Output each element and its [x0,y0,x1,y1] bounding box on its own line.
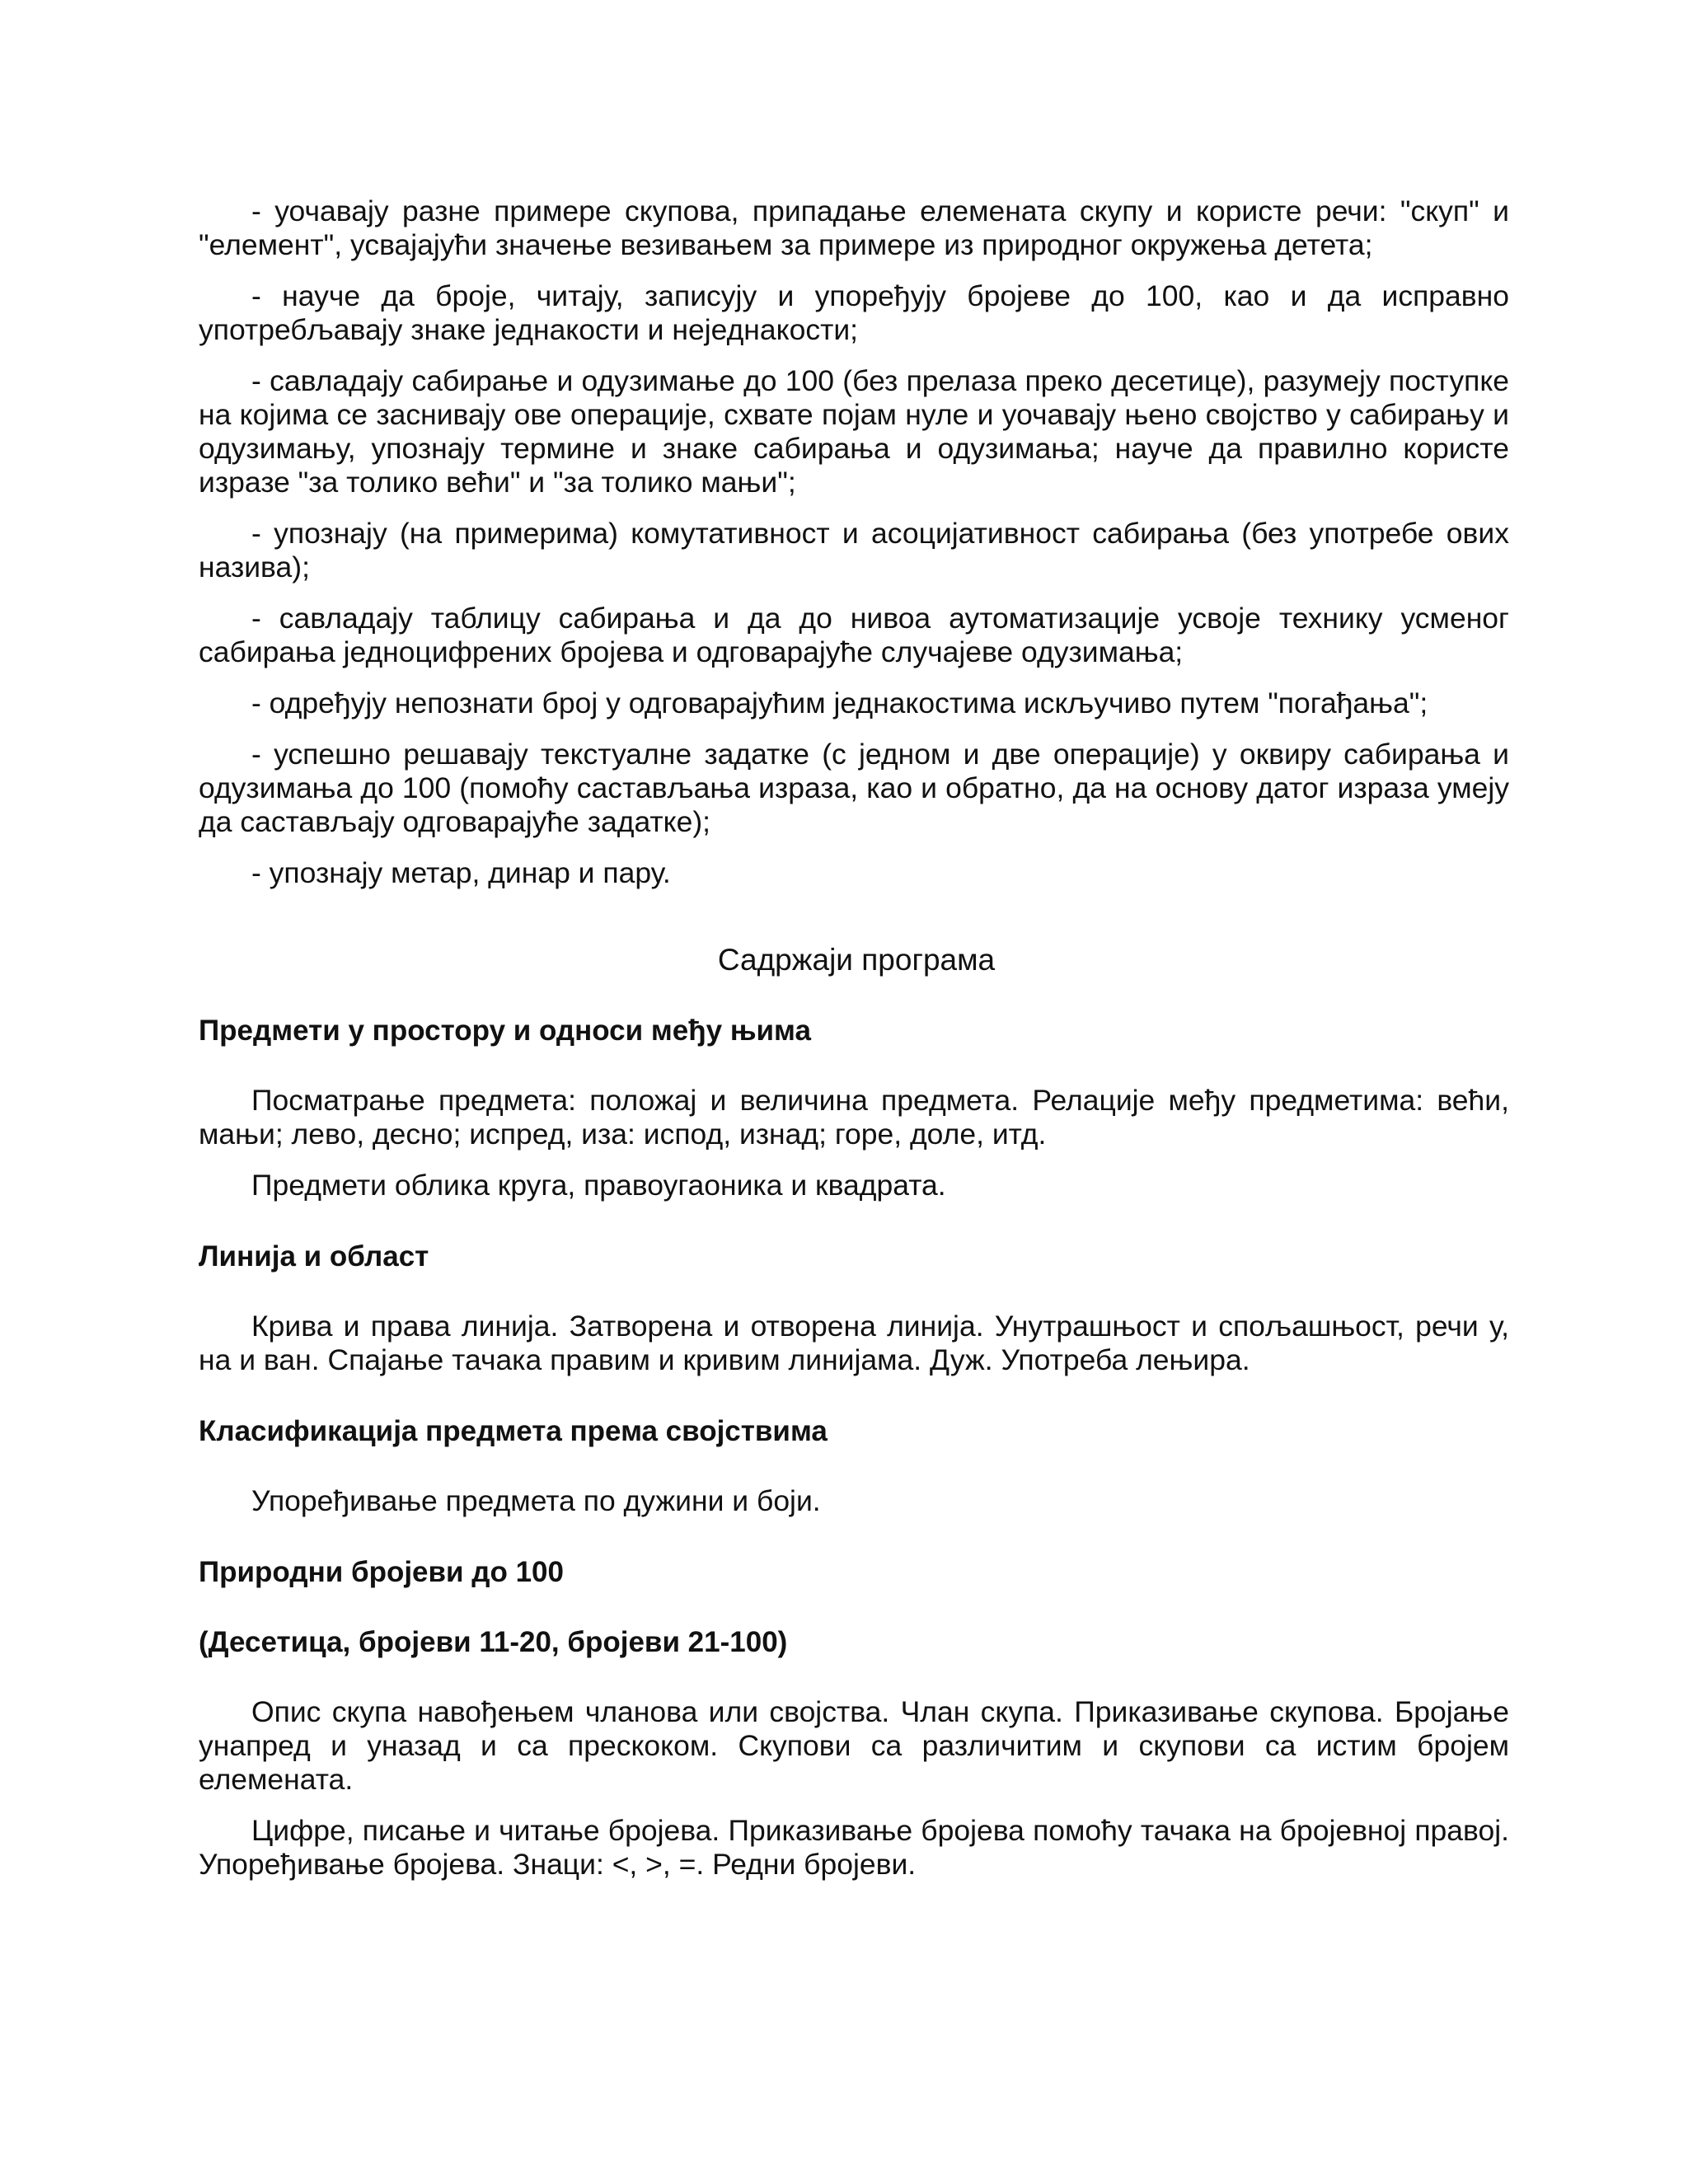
section-paragraph: Упоређивање предмета по дужини и боји. [251,1484,821,1517]
section-heading: Класификација предмета према својствима [199,1415,828,1447]
section-heading: (Десетица, бројеви 11-20, бројеви 21-100) [199,1626,788,1658]
goal-item: - науче да броје, читају, записују и упоређују бројеве до 100, као и да исправно употребљавају знаке једнакости и неједнакости; [199,279,1509,346]
section-heading: Предмети у простору и односи међу њима [199,1015,811,1047]
section-line-and-region [199,1240,1509,1377]
goal-item: - уочавају разне примере скупова, припадање елемената скупу и користе речи: "скуп" и "елемент", усвајајући значење везивањем за примере из природног окружења детета; [199,194,1509,261]
goal-item: - савладају сабирање и одузимање до 100 (без прелаза преко десетице), разумеју поступке на којима се заснивају ове операције, схвате појам нуле и уочавају њено својство у сабирању и одузимању, упознају термине и знаке сабирања и одузимања; науче да правилно користе изразе "за толико већи" и "за толико мањи"; [199,364,1509,499]
section-paragraph: Опис скупа навођењем чланова или својства. Члан скупа. Приказивање скупова. Бројање унапред и уназад и са прескоком. Скупови са различитим и скупови са истим бројем елемената. [199,1695,1509,1796]
goal-item: - упознају (на примерима) комутативност и асоцијативност сабирања (без употребе ових назива); [199,517,1509,583]
goal-item: - упознају метар, динар и пару. [251,856,671,889]
section-paragraph: Крива и права линија. Затворена и отворена линија. Унутрашњост и спољашњост, речи у, на и ван. Спајање тачака правим и кривим линијама. Дуж. Употреба лењира. [199,1310,1509,1376]
goal-item: - успешно решавају текстуалне задатке (с једном и две операције) у оквиру сабирања и одузимања до 100 (помоћу састављања израза, као и обратно, да на основу датог израза умеју да састављају одговарајуће задатке); [199,738,1509,838]
goals-list [199,194,1509,890]
section-heading: Природни бројеви до 100 [199,1556,564,1588]
section-tens-and-numbers [199,1625,1509,1882]
section-classification [199,1414,1509,1518]
section-heading: Линија и област [199,1240,429,1272]
section-paragraph: Цифре, писање и читање бројева. Приказивање бројева помоћу тачака на бројевној правој. Упоређивање бројева. Знаци: <, >, =. Редни бројеви. [199,1814,1509,1881]
section-natural-numbers [199,1555,1509,1589]
section-paragraph: Предмети облика круга, правоугаоника и квадрата. [251,1169,946,1202]
section-objects-in-space [199,1014,1509,1202]
program-content-title: Садржаји програма [717,943,996,977]
goal-item: - савладају таблицу сабирања и да до нивоа аутоматизације усвоје технику усменог сабирања једноцифрених бројева и одговарајуће случајеве одузимања; [199,602,1509,668]
document-body [199,194,1509,1899]
section-paragraph: Посматрање предмета: положај и величина предмета. Релације међу предметима: већи, мањи; лево, десно; испред, иза: испод, изнад; горе, доле, итд. [199,1084,1509,1151]
goal-item: - одређују непознати број у одговарајућим једнакостима искључиво путем "погађања"; [251,687,1428,719]
